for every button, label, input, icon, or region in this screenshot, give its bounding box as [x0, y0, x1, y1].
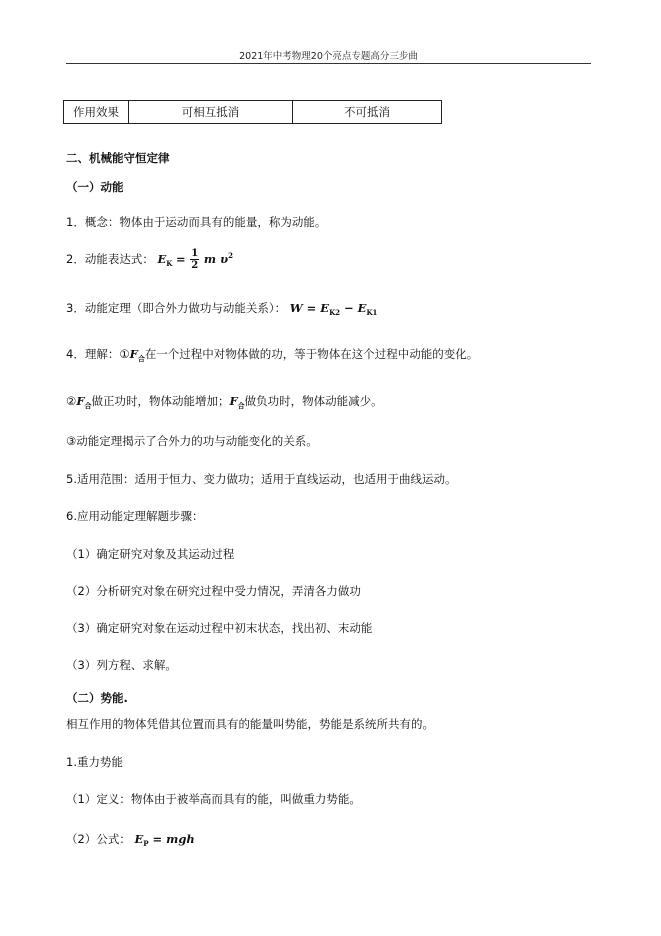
expr-eq: = — [176, 252, 186, 266]
understanding-1: 4．理解：$①F_合$在一个过程中对物体做的功，等于物体在这个过程中动能的变化。 — [66, 347, 479, 363]
kinetic-expression — [66, 248, 233, 271]
kinetic-concept: 1．概念：物体由于运动而具有的能量，称为动能。 — [66, 215, 327, 229]
theorem-formula: $W = E_{K2} - E_{K1}$ — [289, 301, 378, 317]
table-cell-cancel: 可相互抵消 — [129, 101, 293, 124]
expr-fraction: $\frac{1}{2}$ — [191, 248, 199, 271]
formula-expression: $E_P$ = mgh — [134, 832, 195, 848]
understanding-2: $②F_合$做正功时，物体动能增加；$F_合$做负功时，物体动能减少。 — [66, 394, 383, 410]
scope: 5.适用范围：适用于恒力、变力做功；适用于直线运动，也适用于曲线运动。 — [66, 472, 457, 486]
page-header: 2021年中考物理20个亮点专题高分三步曲 — [239, 51, 418, 62]
expr-label: 2．动能表达式： — [66, 252, 154, 266]
step-3: （3）确定研究对象在运动过程中初末状态，找出初、末动能 — [66, 621, 373, 635]
header-rule — [66, 63, 591, 64]
subsection-title-kinetic: （一）动能 — [66, 180, 124, 194]
kinetic-theorem — [66, 300, 377, 317]
potential-intro: 相互作用的物体凭借其位置而具有的能量叫势能，势能是系统所共有的。 — [66, 717, 434, 731]
table-cell-label: 作用效果 — [64, 101, 129, 124]
step-1: （1）确定研究对象及其运动过程 — [66, 547, 235, 561]
theorem-label: 3．动能定理（即合外力做功与动能关系）： — [66, 301, 287, 315]
gravity-definition: （1）定义：物体由于被举高而具有的能，叫做重力势能。 — [66, 792, 361, 806]
understanding-3: ③动能定理揭示了合外力的功与动能变化的关系。 — [66, 434, 318, 448]
expr-lhs: $E_K$ — [157, 252, 173, 268]
table-cell-nocancel: 不可抵消 — [293, 101, 442, 124]
section-title-conservation: 二、机械能守恒定律 — [66, 151, 170, 165]
expr-rhs: m $\upsilon^2$ — [203, 251, 233, 266]
step-4: （3）列方程、求解。 — [66, 658, 177, 672]
comparison-table — [63, 100, 442, 124]
table-row — [64, 101, 442, 124]
step-2: （2）分析研究对象在研究过程中受力情况，弄清各力做功 — [66, 584, 361, 598]
formula-label: （2）公式： — [66, 832, 131, 846]
steps-title: 6.应用动能定理解题步骤： — [66, 509, 204, 523]
gravity-title: 1.重力势能 — [66, 755, 123, 769]
subsection-title-potential: （二）势能. — [66, 691, 128, 705]
gravity-formula — [66, 831, 195, 848]
